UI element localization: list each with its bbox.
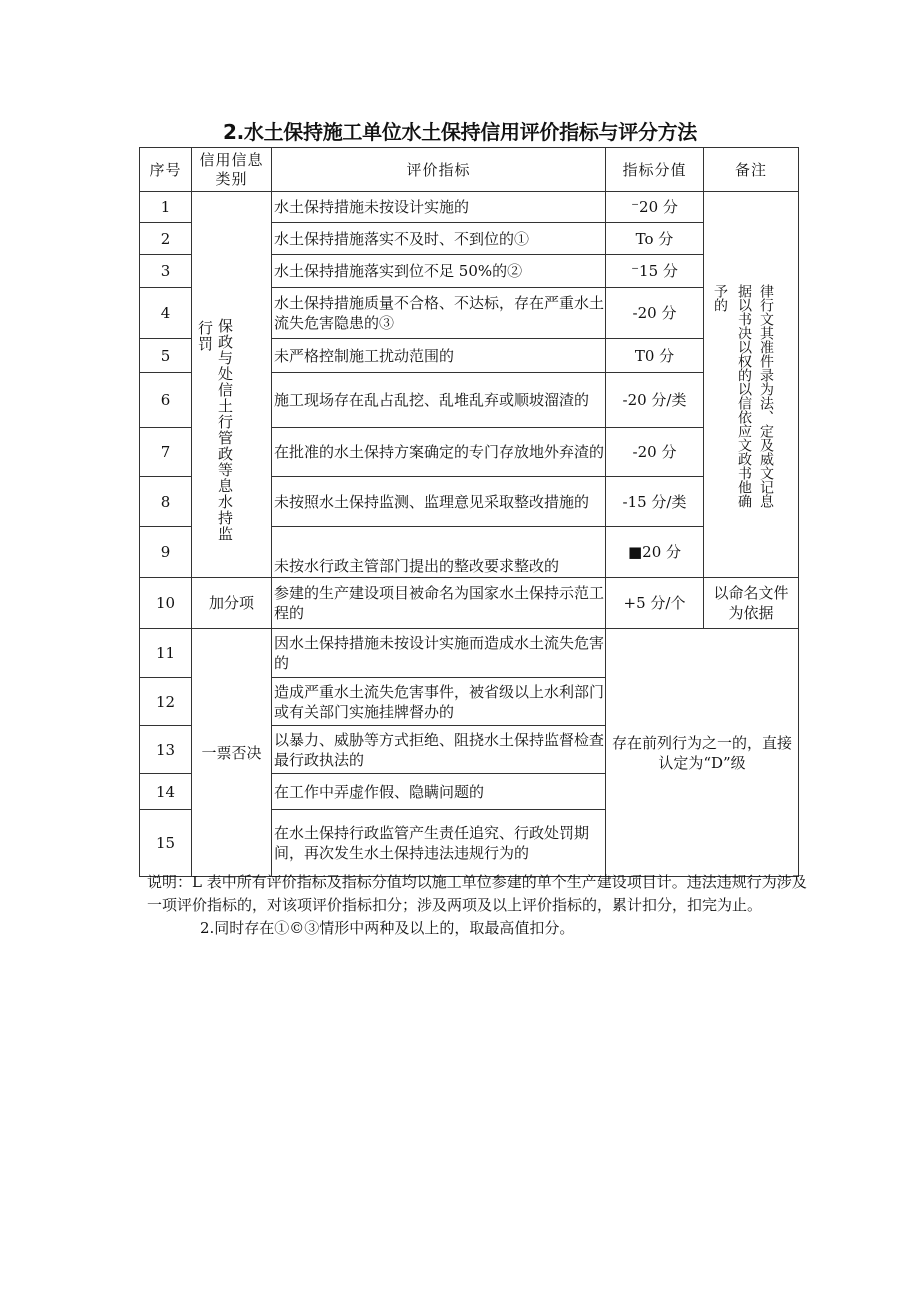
category-penalty-cell xyxy=(192,192,272,578)
page-title: 2.水土保持施工单位水土保持信用评价指标与评分方法 xyxy=(222,120,697,144)
category-bonus-cell: 加分项 xyxy=(192,578,272,629)
indicator-cell: 因水土保持措施未按设计实施而造成水土流失危害的 xyxy=(272,629,606,678)
seq-cell: 4 xyxy=(140,288,192,339)
indicator-cell: 在批准的水土保持方案确定的专门存放地外弃渣的 xyxy=(272,428,606,477)
seq-cell: 7 xyxy=(140,428,192,477)
table-header-row xyxy=(140,148,799,192)
explanation-block xyxy=(147,871,807,940)
indicator-cell: 以暴力、威胁等方式拒绝、阻挠水土保持监督检查最行政执法的 xyxy=(272,726,606,774)
score-cell: T0 分 xyxy=(606,339,704,373)
table-row xyxy=(140,578,799,629)
header-score: 指标分值 xyxy=(606,148,704,192)
table-row xyxy=(140,629,799,678)
header-note: 备注 xyxy=(704,148,799,192)
indicator-cell: 在工作中弄虚作假、隐瞒问题的 xyxy=(272,774,606,810)
indicator-cell: 未按照水土保持监测、监理意见采取整改措施的 xyxy=(272,477,606,527)
score-cell: To 分 xyxy=(606,223,704,255)
seq-cell: 15 xyxy=(140,810,192,877)
header-indicator: 评价指标 xyxy=(272,148,606,192)
seq-cell: 8 xyxy=(140,477,192,527)
indicator-cell: 水土保持措施落实到位不足 50%的② xyxy=(272,255,606,288)
indicator-cell: 施工现场存在乱占乱挖、乱堆乱弃或顺坡溜渣的 xyxy=(272,373,606,428)
note-col-2: 据以书决以权的以信依应文政书他确 xyxy=(736,284,752,508)
score-cell: -20 分/类 xyxy=(606,373,704,428)
seq-cell: 13 xyxy=(140,726,192,774)
note-col-1: 予的 xyxy=(712,284,728,312)
score-cell: ⁻20 分 xyxy=(606,192,704,223)
score-cell: -15 分/类 xyxy=(606,477,704,527)
indicator-cell: 造成严重水土流失危害事件，被省级以上水利部门或有关部门实施挂牌督办的 xyxy=(272,678,606,726)
score-cell: -20 分 xyxy=(606,428,704,477)
indicator-cell: 未严格控制施工扰动范围的 xyxy=(272,339,606,373)
seq-cell: 12 xyxy=(140,678,192,726)
explanation-line-2: 2.同时存在①©③情形中两种及以上的，取最高值扣分。 xyxy=(200,919,575,937)
indicator-cell: 水土保持措施质量不合格、不达标，存在严重水土流失危害隐患的③ xyxy=(272,288,606,339)
table-row xyxy=(140,192,799,223)
note-col-3: 律行文其准件录为法、定及威文记息 xyxy=(758,284,774,508)
seq-cell: 14 xyxy=(140,774,192,810)
seq-cell: 6 xyxy=(140,373,192,428)
header-category: 信用信息类别 xyxy=(192,148,272,192)
category-penalty-col-a: 行罚 xyxy=(196,320,214,352)
score-cell: ⁻15 分 xyxy=(606,255,704,288)
score-cell: ■20 分 xyxy=(606,527,704,578)
seq-cell: 1 xyxy=(140,192,192,223)
indicator-cell: 在水土保持行政监管产生责任追究、行政处罚期间，再次发生水土保持违法违规行为的 xyxy=(272,810,606,877)
category-veto-cell: 一票否决 xyxy=(192,629,272,877)
seq-cell: 10 xyxy=(140,578,192,629)
header-seq: 序号 xyxy=(140,148,192,192)
note-bonus-cell: 以命名文件为依据 xyxy=(704,578,799,629)
note-penalty-cell xyxy=(704,192,799,578)
score-cell: +5 分/个 xyxy=(606,578,704,629)
score-cell: -20 分 xyxy=(606,288,704,339)
seq-cell: 3 xyxy=(140,255,192,288)
seq-cell: 11 xyxy=(140,629,192,678)
indicator-cell: 参建的生产建设项目被命名为国家水土保持示范工程的 xyxy=(272,578,606,629)
credit-evaluation-table xyxy=(139,147,799,877)
indicator-cell: 水土保持措施落实不及时、不到位的① xyxy=(272,223,606,255)
indicator-cell: 水土保持措施未按设计实施的 xyxy=(272,192,606,223)
seq-cell: 5 xyxy=(140,339,192,373)
indicator-cell: 未按水行政主管部门提出的整改要求整改的 xyxy=(272,527,606,578)
seq-cell: 9 xyxy=(140,527,192,578)
seq-cell: 2 xyxy=(140,223,192,255)
veto-note-cell: 存在前列行为之一的，直接认定为“D”级 xyxy=(606,629,799,877)
explanation-line-1: 说明：L 表中所有评价指标及指标分值均以施工单位参建的单个生产建设项目计。违法违规行为涉及一项评价指标的，对该项评价指标扣分；涉及两项及以上评价指标的，累计扣分，扣完为止。 xyxy=(147,873,807,914)
category-penalty-col-b: 保政与处信土行管政等息水持监 xyxy=(216,318,234,542)
